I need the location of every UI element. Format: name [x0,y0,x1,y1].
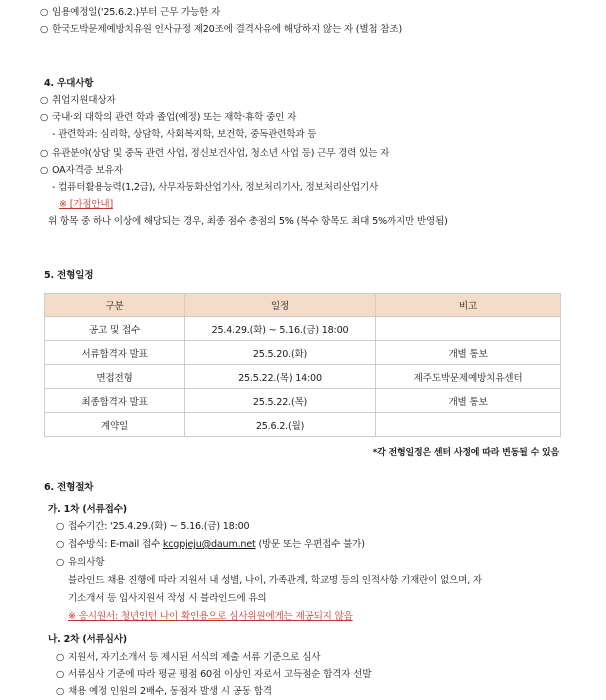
step2-item-2: ○ 서류심사 기준에 따라 평균 평점 60점 이상인 자로서 고득점순 합격자 선발 [56,669,372,680]
table-row [45,317,561,341]
hollow-circle-icon: ○ [56,521,65,532]
section4-item-2: ○ 국내·외 대학의 관련 학과 졸업(예정) 또는 재학·휴학 중인 자 [40,112,297,123]
email-link[interactable]: kcgpjeju@daum.net [162,539,256,550]
section4-item-1: ○ 취업지원대상자 [40,95,116,106]
schedule-cell [376,317,561,341]
schedule-header-date: 일정 [185,294,376,317]
hollow-circle-icon: ○ [40,165,49,176]
section6-title: 6. 전형절차 [44,482,94,493]
schedule-cell: 최종합격자 발표 [45,389,185,413]
table-row [45,389,561,413]
hollow-circle-icon: ○ [40,7,49,18]
section5-title: 5. 전형일정 [44,270,94,281]
hollow-circle-icon: ○ [56,669,65,680]
schedule-footnote: *각 전형일정은 센터 사정에 따라 변동될 수 있음 [372,448,559,458]
step1-notes-label: ○ 유의사항 [56,557,105,568]
schedule-cell: 25.5.22.(목) 14:00 [185,365,376,389]
step1-note-2: 기소개서 등 입사지원서 작성 시 블라인드에 유의 [68,593,267,604]
schedule-cell: 개별 통보 [376,341,561,365]
step2-item-3: ○ 채용 예정 인원의 2배수, 동점자 발생 시 공동 합격 [56,686,272,697]
hollow-circle-icon: ○ [40,112,49,123]
schedule-cell: 서류합격자 발표 [45,341,185,365]
schedule-cell: 면접전형 [45,365,185,389]
table-row [45,341,561,365]
section4-item-4: ○ OA자격증 보유자 [40,165,123,176]
schedule-cell: 제주도박문제예방치유센터 [376,365,561,389]
top-line-2: ○ 한국도박문제예방치유원 인사규정 제20조에 결격사유에 해당하지 않는 자 (별첨 참조) [40,24,402,35]
schedule-header-row [45,294,561,317]
schedule-cell: 25.4.29.(화) ~ 5.16.(금) 18:00 [185,317,376,341]
schedule-table [44,293,561,437]
step1-note-1: 블라인드 채용 진행에 따라 지원서 내 성별, 나이, 가족관계, 학교명 등의 인적사항 기재란이 없으며, 자 [68,575,482,586]
schedule-header-note: 비고 [376,294,561,317]
schedule-cell: 개별 통보 [376,389,561,413]
section4-note-text: 위 항목 중 하나 이상에 해당되는 경우, 최종 점수 총점의 5% (복수 항목도 최대 5%까지만 반영됨) [48,216,448,227]
section4-item-3: ○ 유관분야(상담 및 중독 관련 사업, 정신보건사업, 청소년 사업 등) 근무 경력 있는 자 [40,148,390,159]
section4-title: 4. 우대사항 [44,78,94,89]
step2-title: 나. 2차 (서류심사) [48,634,127,645]
table-row [45,413,561,437]
schedule-header-category: 구분 [45,294,185,317]
table-row [45,365,561,389]
step1-period: ○ 접수기간: '25.4.29.(화) ~ 5.16.(금) 18:00 [56,521,250,532]
hollow-circle-icon: ○ [40,148,49,159]
hollow-circle-icon: ○ [56,557,65,568]
section4-sub-1: - 관련학과: 심리학, 상담학, 사회복지학, 보건학, 중독관련학과 등 [52,129,317,140]
section4-sub-2: - 컴퓨터활용능력(1,2급), 사무자동화산업기사, 정보처리기사, 정보처리산업기사 [52,182,379,193]
hollow-circle-icon: ○ [56,652,65,663]
hollow-circle-icon: ○ [56,686,65,697]
step1-title: 가. 1차 (서류접수) [48,504,127,515]
hollow-circle-icon: ○ [56,539,65,550]
schedule-cell: 25.6.2.(월) [185,413,376,437]
schedule-cell: 25.5.20.(화) [185,341,376,365]
schedule-cell [376,413,561,437]
step2-item-1: ○ 지원서, 자기소개서 등 제시된 서식의 제출 서류 기준으로 심사 [56,652,321,663]
schedule-cell: 공고 및 접수 [45,317,185,341]
top-line-1: ○ 임용예정일('25.6.2.)부터 근무 가능한 자 [40,7,221,18]
step1-note-3: ※ 응시원서: 청년인턴 나이 확인용으로 심사위원에게는 제공되지 않음 [68,611,353,622]
hollow-circle-icon: ○ [40,24,49,35]
schedule-cell: 계약일 [45,413,185,437]
section4-note-label: ※ [가점안내] [59,199,114,210]
hollow-circle-icon: ○ [40,95,49,106]
schedule-cell: 25.5.22.(목) [185,389,376,413]
step1-method: ○ 접수방식: E-mail 접수 kcgpjeju@daum.net (방문 또는 우편접수 불가) [56,539,365,550]
